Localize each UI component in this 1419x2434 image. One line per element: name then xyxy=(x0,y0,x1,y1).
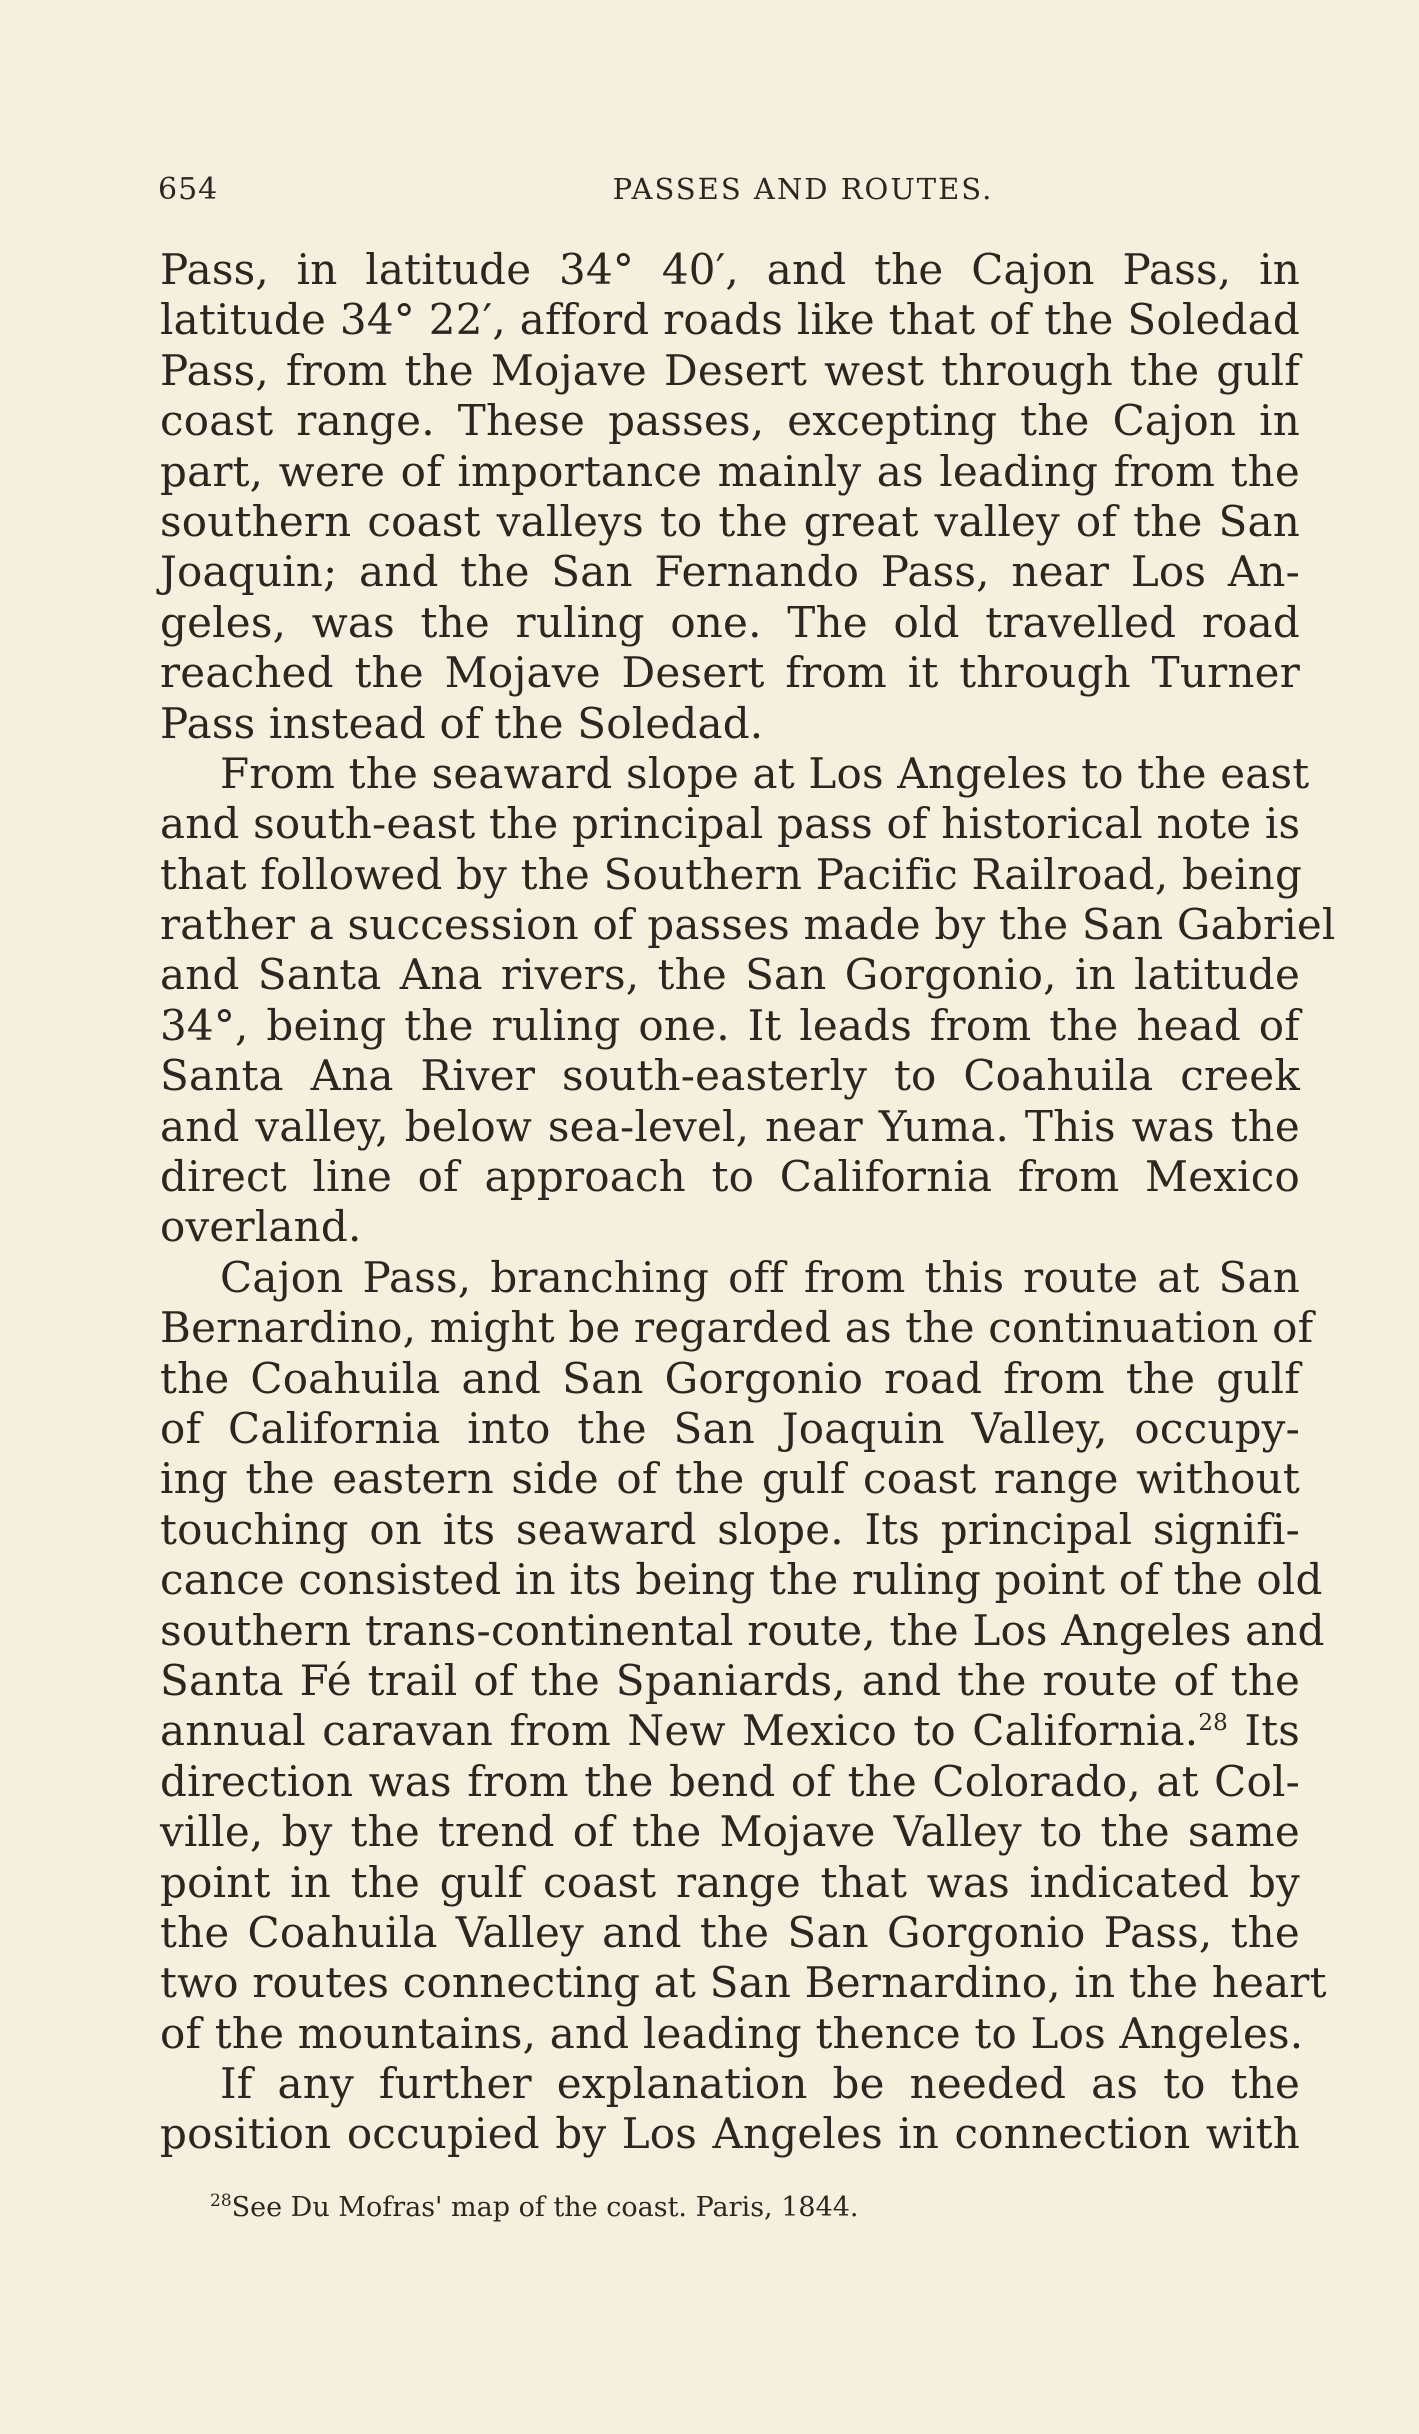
text-line-with-footnote xyxy=(160,1706,1300,1756)
text-line: Santa Ana River south-easterly to Coahuila creek xyxy=(160,1051,1300,1101)
text-line: point in the gulf coast range that was indicated by xyxy=(160,1857,1300,1907)
text-line: and south-east the principal pass of historical note is xyxy=(160,799,1301,849)
text-line: ville, by the trend of the Mojave Valley to the same xyxy=(160,1807,1300,1857)
text-line: rather a succession of passes made by the San Gabriel xyxy=(160,900,1336,950)
text-line: geles, was the ruling one. The old travelled road xyxy=(160,597,1300,647)
text-line: Bernardino, might be regarded as the continuation of xyxy=(160,1303,1314,1353)
text-line: of the mountains, and leading thence to Los Angeles. xyxy=(160,2008,1304,2058)
page-header xyxy=(158,172,1298,216)
text-line: two routes connecting at San Bernardino, in the heart xyxy=(160,1958,1327,2008)
text-line: overland. xyxy=(160,1202,362,1252)
body-text xyxy=(160,245,1336,2160)
paragraph-start-line: Cajon Pass, branching off from this route at San xyxy=(220,1252,1300,1302)
footnote-reference[interactable]: 28 xyxy=(1198,1710,1228,1737)
text-line: latitude 34° 22′, afford roads like that of the Soledad xyxy=(160,295,1300,345)
text-line: the Coahuila and San Gorgonio road from the gulf xyxy=(160,1353,1300,1403)
text-line: southern trans-continental route, the Los Angeles and xyxy=(160,1605,1325,1655)
paragraph-start-line: From the seaward slope at Los Angeles to the east xyxy=(220,748,1310,798)
footnote-text: See Du Mofras' map of the coast. Paris, 1844. xyxy=(231,2192,859,2223)
line-text: annual caravan from New Mexico to California. xyxy=(160,1706,1199,1756)
text-line: the Coahuila Valley and the San Gorgonio Pass, the xyxy=(160,1907,1300,1957)
text-line: Pass, in latitude 34° 40′, and the Cajon Pass, in xyxy=(160,245,1300,294)
text-line: reached the Mojave Desert from it through Turner xyxy=(160,648,1300,698)
text-line: Joaquin; and the San Fernando Pass, near Los An- xyxy=(160,547,1300,597)
running-head: PASSES AND ROUTES. xyxy=(612,172,994,206)
text-line: cance consisted in its being the ruling point of the old xyxy=(160,1555,1323,1605)
page-number: 654 xyxy=(158,172,219,207)
footnote xyxy=(210,2188,1110,2228)
line-tail: Its xyxy=(1244,1706,1300,1756)
text-line: that followed by the Southern Pacific Railroad, being xyxy=(160,849,1303,899)
text-line: southern coast valleys to the great valley of the San xyxy=(160,496,1300,546)
text-line: of California into the San Joaquin Valley, occupy- xyxy=(160,1403,1300,1453)
text-line: Santa Fé trail of the Spaniards, and the route of the xyxy=(160,1655,1300,1705)
text-line: part, were of importance mainly as leading from the xyxy=(160,446,1300,496)
text-line: direct line of approach to California from Mexico xyxy=(160,1152,1300,1202)
text-line: 34°, being the ruling one. It leads from the head of xyxy=(160,1000,1300,1050)
text-line: Pass instead of the Soledad. xyxy=(160,698,764,748)
paragraph-start-line: If any further explanation be needed as to the xyxy=(220,2059,1300,2109)
text-line: and Santa Ana rivers, the San Gorgonio, in latitude xyxy=(160,950,1300,1000)
text-line: and valley, below sea-level, near Yuma. This was the xyxy=(160,1101,1300,1151)
footnote-marker: 28 xyxy=(210,2191,232,2211)
text-line: direction was from the bend of the Colorado, at Col- xyxy=(160,1756,1300,1806)
text-line: Pass, from the Mojave Desert west through the gulf xyxy=(160,345,1300,395)
text-line: ing the eastern side of the gulf coast range without xyxy=(160,1454,1300,1504)
text-line: touching on its seaward slope. Its principal signifi- xyxy=(160,1504,1300,1554)
text-line: coast range. These passes, excepting the Cajon in xyxy=(160,396,1300,446)
text-line: position occupied by Los Angeles in connection with xyxy=(160,2109,1300,2159)
